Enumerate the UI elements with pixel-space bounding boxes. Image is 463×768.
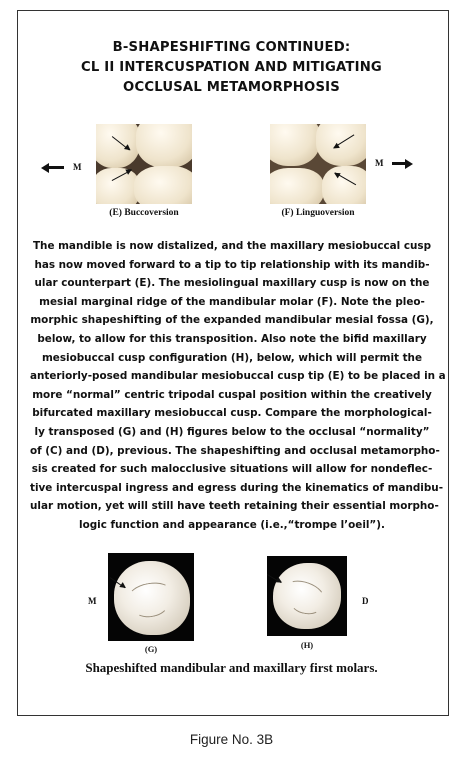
caption-f: (F) Linguoversion <box>281 208 355 218</box>
upper-tooth-right <box>316 124 366 166</box>
body-paragraph <box>30 237 446 535</box>
title-line-2: CL II INTERCUSPATION AND MITIGATING <box>81 60 382 75</box>
page-title <box>0 38 463 98</box>
lower-tooth-right <box>134 166 192 204</box>
body-line: of (C) and (D), previous. The shapeshifting and occlusal metamorpho- <box>30 444 440 457</box>
image-g-side-label: M <box>88 596 97 606</box>
upper-tooth-left <box>96 124 140 168</box>
mesial-arrow-left-icon <box>48 166 64 169</box>
body-line: ular motion, yet will still have teeth retaining their essential morpho- <box>30 500 439 513</box>
body-line: logic function and appearance (i.e.,“trompe l’oeil”). <box>79 518 385 531</box>
body-line: sis created for such malocclusive situations will allow for nondeflec- <box>31 463 433 476</box>
body-line: more “normal” centric tripodal cuspal position within the creatively <box>32 388 432 401</box>
lower-tooth-right <box>322 166 366 204</box>
body-line: mesial marginal ridge of the mandibular molar (F). Note the pleo- <box>39 295 425 308</box>
figure-label: Figure No. 3B <box>189 732 274 747</box>
caption-h: (H) <box>300 640 314 650</box>
body-line: anteriorly-posed mandibular mesiobuccal cusp tip (E) to be placed in a <box>30 370 446 383</box>
body-line: The mandible is now distalized, and the maxillary mesiobuccal cusp <box>32 240 432 252</box>
body-line: mesiobuccal cusp configuration (H), below, which will permit the <box>41 351 423 364</box>
body-line: below, to allow for this transposition. Also note the bifid maxillary <box>37 332 427 345</box>
body-line: ular counterpart (E). The mesiolingual maxillary cusp is now on the <box>34 277 430 290</box>
bottom-caption: Shapeshifted mandibular and maxillary first molars. <box>85 660 378 675</box>
image-e-side-label: M <box>73 162 82 172</box>
body-line: ly transposed (G) and (H) figures below to the occlusal “normality” <box>34 425 430 438</box>
image-h-side-label: D <box>362 596 369 606</box>
upper-tooth-left <box>270 124 320 166</box>
image-f-side-label: M <box>375 158 384 168</box>
photo-buccoversion <box>96 124 192 204</box>
body-line: morphic shapeshifting of the expanded mandibular mesial fossa (G), <box>30 314 434 327</box>
lower-tooth-left <box>270 168 324 204</box>
body-line: bifurcated maxillary mesiobuccal cusp. Compare the morphological- <box>32 407 432 420</box>
title-line-3: OCCLUSAL METAMORPHOSIS <box>123 80 340 95</box>
photo-maxillary-molar <box>267 556 347 636</box>
mesial-arrow-right-icon <box>392 162 406 165</box>
body-line: has now moved forward to a tip to tip relationship with its mandib- <box>34 258 430 271</box>
photo-mandibular-molar <box>108 553 194 641</box>
body-line: tive intercuspal ingress and egress during the kinematics of mandibu- <box>30 481 444 494</box>
title-line-1: B-SHAPESHIFTING CONTINUED: <box>112 40 351 55</box>
photo-linguoversion <box>270 124 366 204</box>
caption-g: (G) <box>144 644 158 654</box>
caption-e: (E) Buccoversion <box>109 208 179 218</box>
upper-tooth-right <box>136 124 192 168</box>
